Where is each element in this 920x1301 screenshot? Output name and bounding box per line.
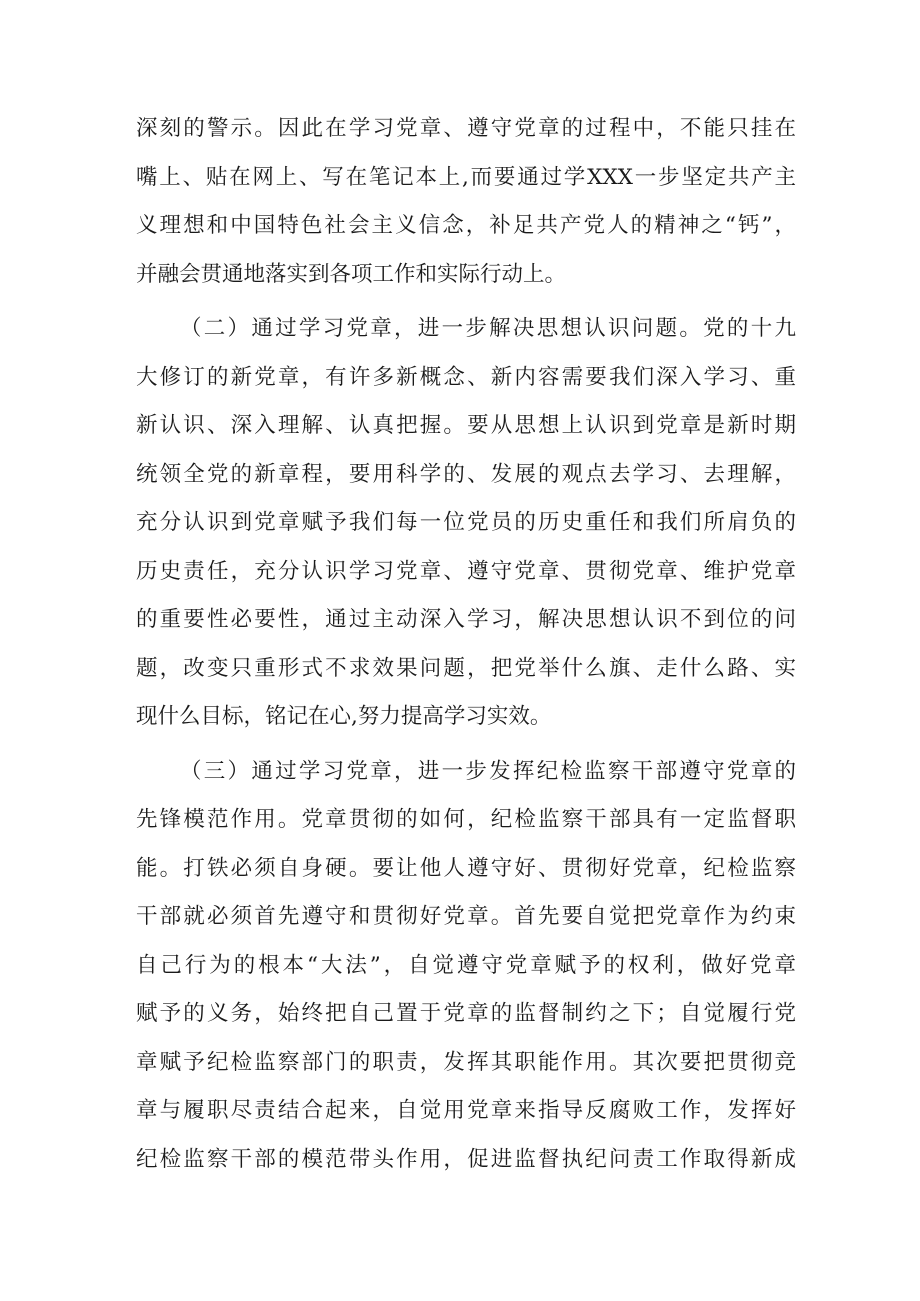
paragraph-section-2 xyxy=(136,305,796,742)
text-line: （三）通过学习党章，进一步发挥纪检监察干部遵守党章的 xyxy=(180,758,796,784)
text-line: 充分认识到党章赋予我们每一位党员的历史重任和我们所肩负的 xyxy=(136,510,796,535)
text-line: 义理想和中国特色社会主义信念，补足共产党人的精神之“钙”， xyxy=(136,213,796,238)
text-line: 题，改变只重形式不求效果问题，把党举什么旗、走什么路、实 xyxy=(136,655,796,681)
text-line: 赋予的义务，始终把自己置于党章的监督制约之下；自觉履行党 xyxy=(136,1001,796,1026)
paragraph-section-3 xyxy=(136,748,796,1185)
text-line: 章与履职尽责结合起来，自觉用党章来指导反腐败工作，发挥好 xyxy=(136,1098,796,1123)
text-line: 章赋予纪检监察部门的职责，发挥其职能作用。其次要把贯彻竞 xyxy=(136,1049,796,1075)
text-line: 新认识、深入理解、认真把握。要从思想上认识到党章是新时期 xyxy=(136,413,796,438)
text-line: 统领全党的新章程，要用科学的、发展的观点去学习、去理解， xyxy=(136,461,796,487)
text-line: 能。打铁必须自身硬。要让他人遵守好、贯彻好党章，纪检监察 xyxy=(136,855,796,881)
text-line: （二）通过学习党章，进一步解决思想认识问题。党的十九 xyxy=(180,316,796,341)
text-line: 历史责任，充分认识学习党章、遵守党章、贯彻党章、维护党章 xyxy=(136,558,796,584)
text-line: 自己行为的根本“大法”，自觉遵守党章赋予的权利，做好党章 xyxy=(136,952,796,978)
text-line: 的重要性必要性，通过主动深入学习，解决思想认识不到位的问 xyxy=(136,607,796,632)
text-line: 先锋模范作用。党章贯彻的如何，纪检监察干部具有一定监督职 xyxy=(136,807,796,832)
text-line: 纪检监察干部的模范带头作用，促进监督执纪问责工作取得新成 xyxy=(136,1146,796,1172)
text-line: 并融会贯通地落实到各项工作和实际行动上。 xyxy=(136,261,567,287)
text-line: 干部就必须首先遵守和贯彻好党章。首先要自觉把党章作为约束 xyxy=(136,904,796,929)
text-line: 嘴上、贴在网上、写在笔记本上,而要通过学XXX一步坚定共产主 xyxy=(136,164,796,190)
text-line: 大修订的新党章，有许多新概念、新内容需要我们深入学习、重 xyxy=(136,364,796,390)
text-line: 深刻的警示。因此在学习党章、遵守党章的过程中，不能只挂在 xyxy=(136,116,796,141)
document-page xyxy=(136,105,796,1184)
paragraph-intro-continuation xyxy=(136,105,796,299)
text-line: 现什么目标，铭记在心,努力提高学习实效。 xyxy=(136,704,552,729)
